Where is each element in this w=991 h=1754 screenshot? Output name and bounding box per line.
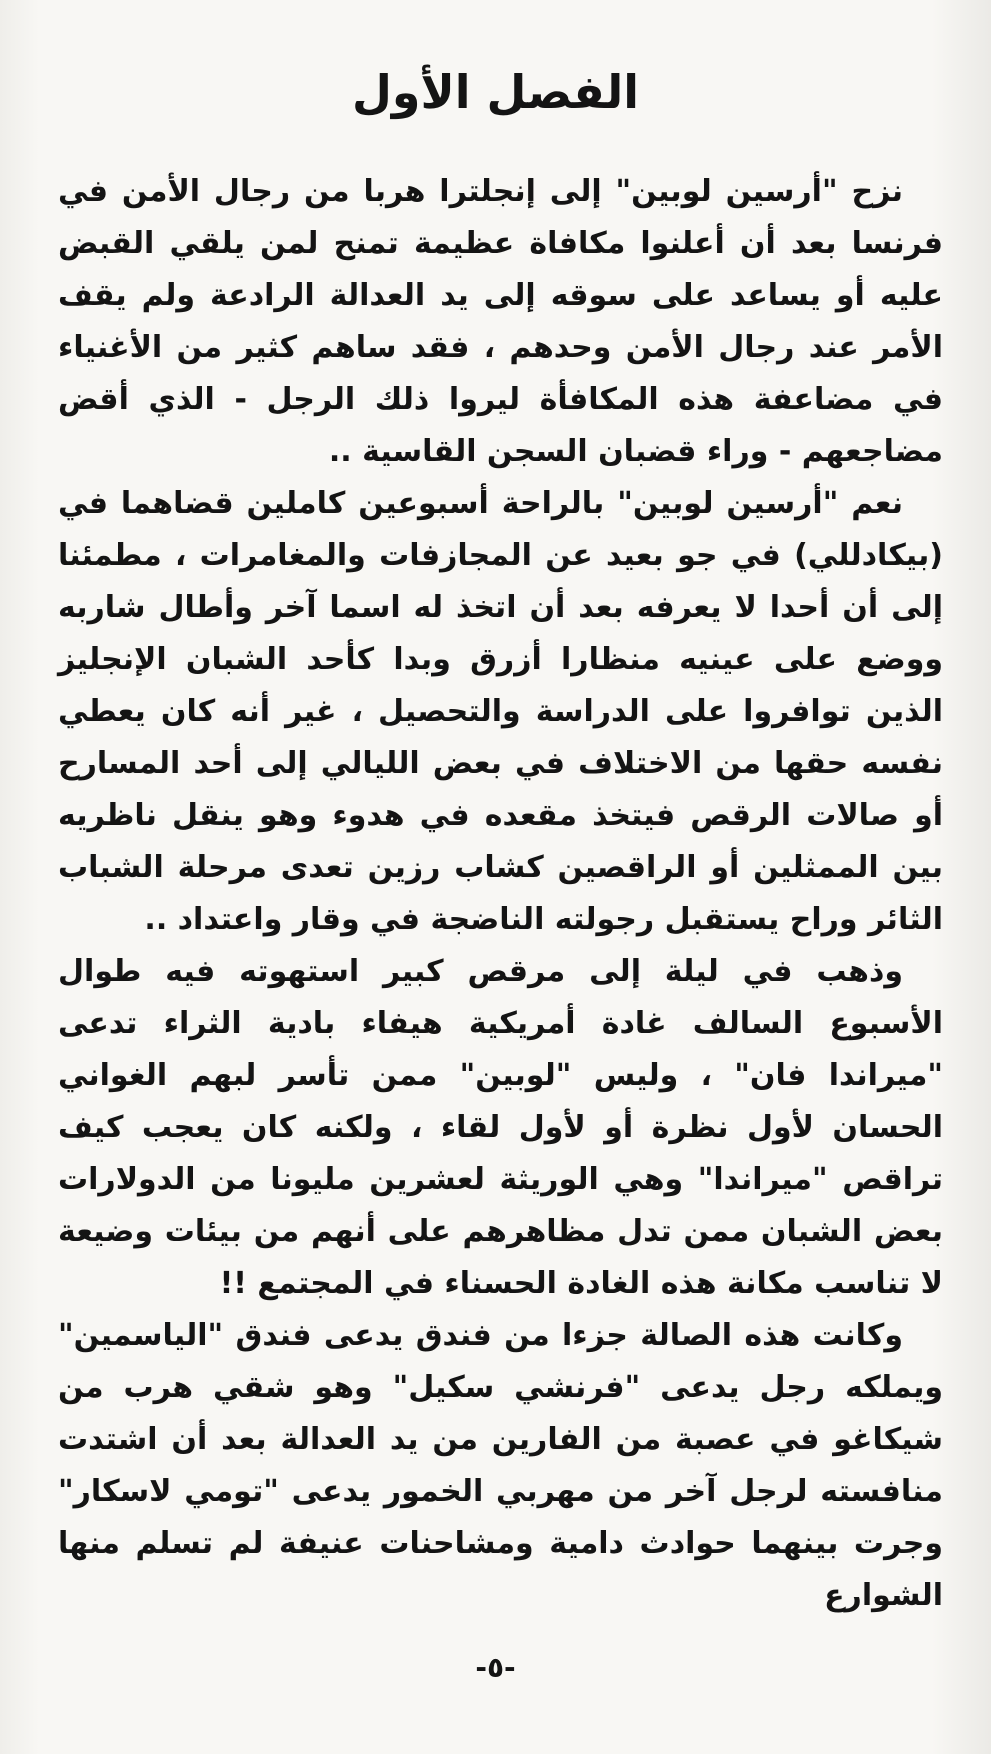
paragraph-2: نعم "أرسين لوبين" بالراحة أسبوعين كاملين قضاهما في (بيكادللي) في جو بعيد عن المجازفات والمغامرات ، مطمئنا إلى أن أحدا لا يعرفه بعد أن اتخذ له اسما آخر وأطال شاربه ووضع على عينيه منظارا أزرق وبدا كأحد الشبان الإنجليز الذين توافروا على الدراسة والتحصيل ، غير أنه كان يعطي نفسه حقها من الاختلاف في بعض الليالي إلى أحد المسارح أو صالات الرقص فيتخذ مقعده في هدوء وهو ينقل ناظريه بين الممثلين أو الراقصين كشاب رزين تعدى مرحلة الشباب الثائر وراح يستقبل رجولته الناضجة في وقار واعتداد .. <box>58 486 943 937</box>
paragraph-1: نزح "أرسين لوبين" إلى إنجلترا هربا من رجال الأمن في فرنسا بعد أن أعلنوا مكافاة عظيمة تمنح لمن يلقي القبض عليه أو يساعد على سوقه إلى يد العدالة الرادعة ولم يقف الأمر عند رجال الأمن وحدهم ، فقد ساهم كثير من الأغنياء في مضاعفة هذه المكافأة ليروا ذلك الرجل - الذي أقض مضاجعهم - وراء قضبان السجن القاسية .. <box>58 174 943 469</box>
chapter-body <box>58 166 943 1622</box>
paragraph-4: وكانت هذه الصالة جزءا من فندق يدعى فندق "الياسمين" ويملكه رجل يدعى "فرنشي سكيل" وهو شقي هرب من شيكاغو في عصبة من الفارين من يد العدالة بعد أن اشتدت منافسته لرجل آخر من مهربي الخمور يدعى "تومي لاسكار" وجرت بينهما حوادث دامية ومشاحنات عنيفة لم تسلم منها الشوارع <box>58 1318 943 1613</box>
chapter-title: الفصل الأول <box>351 65 640 119</box>
paragraph-3: وذهب في ليلة إلى مرقص كبير استهوته فيه طوال الأسبوع السالف غادة أمريكية هيفاء بادية الثراء تدعى "ميراندا فان" ، وليس "لوبين" ممن تأسر لبهم الغواني الحسان لأول نظرة أو لأول لقاء ، ولكنه كان يعجب كيف تراقص "ميراندا" وهي الوريثة لعشرين مليونا من الدولارات بعض الشبان ممن تدل مظاهرهم على أنهم من بيئات وضيعة لا تناسب مكانة هذه الغادة الحسناء في المجتمع !! <box>58 954 943 1301</box>
page-number: -٥- <box>475 1651 516 1684</box>
